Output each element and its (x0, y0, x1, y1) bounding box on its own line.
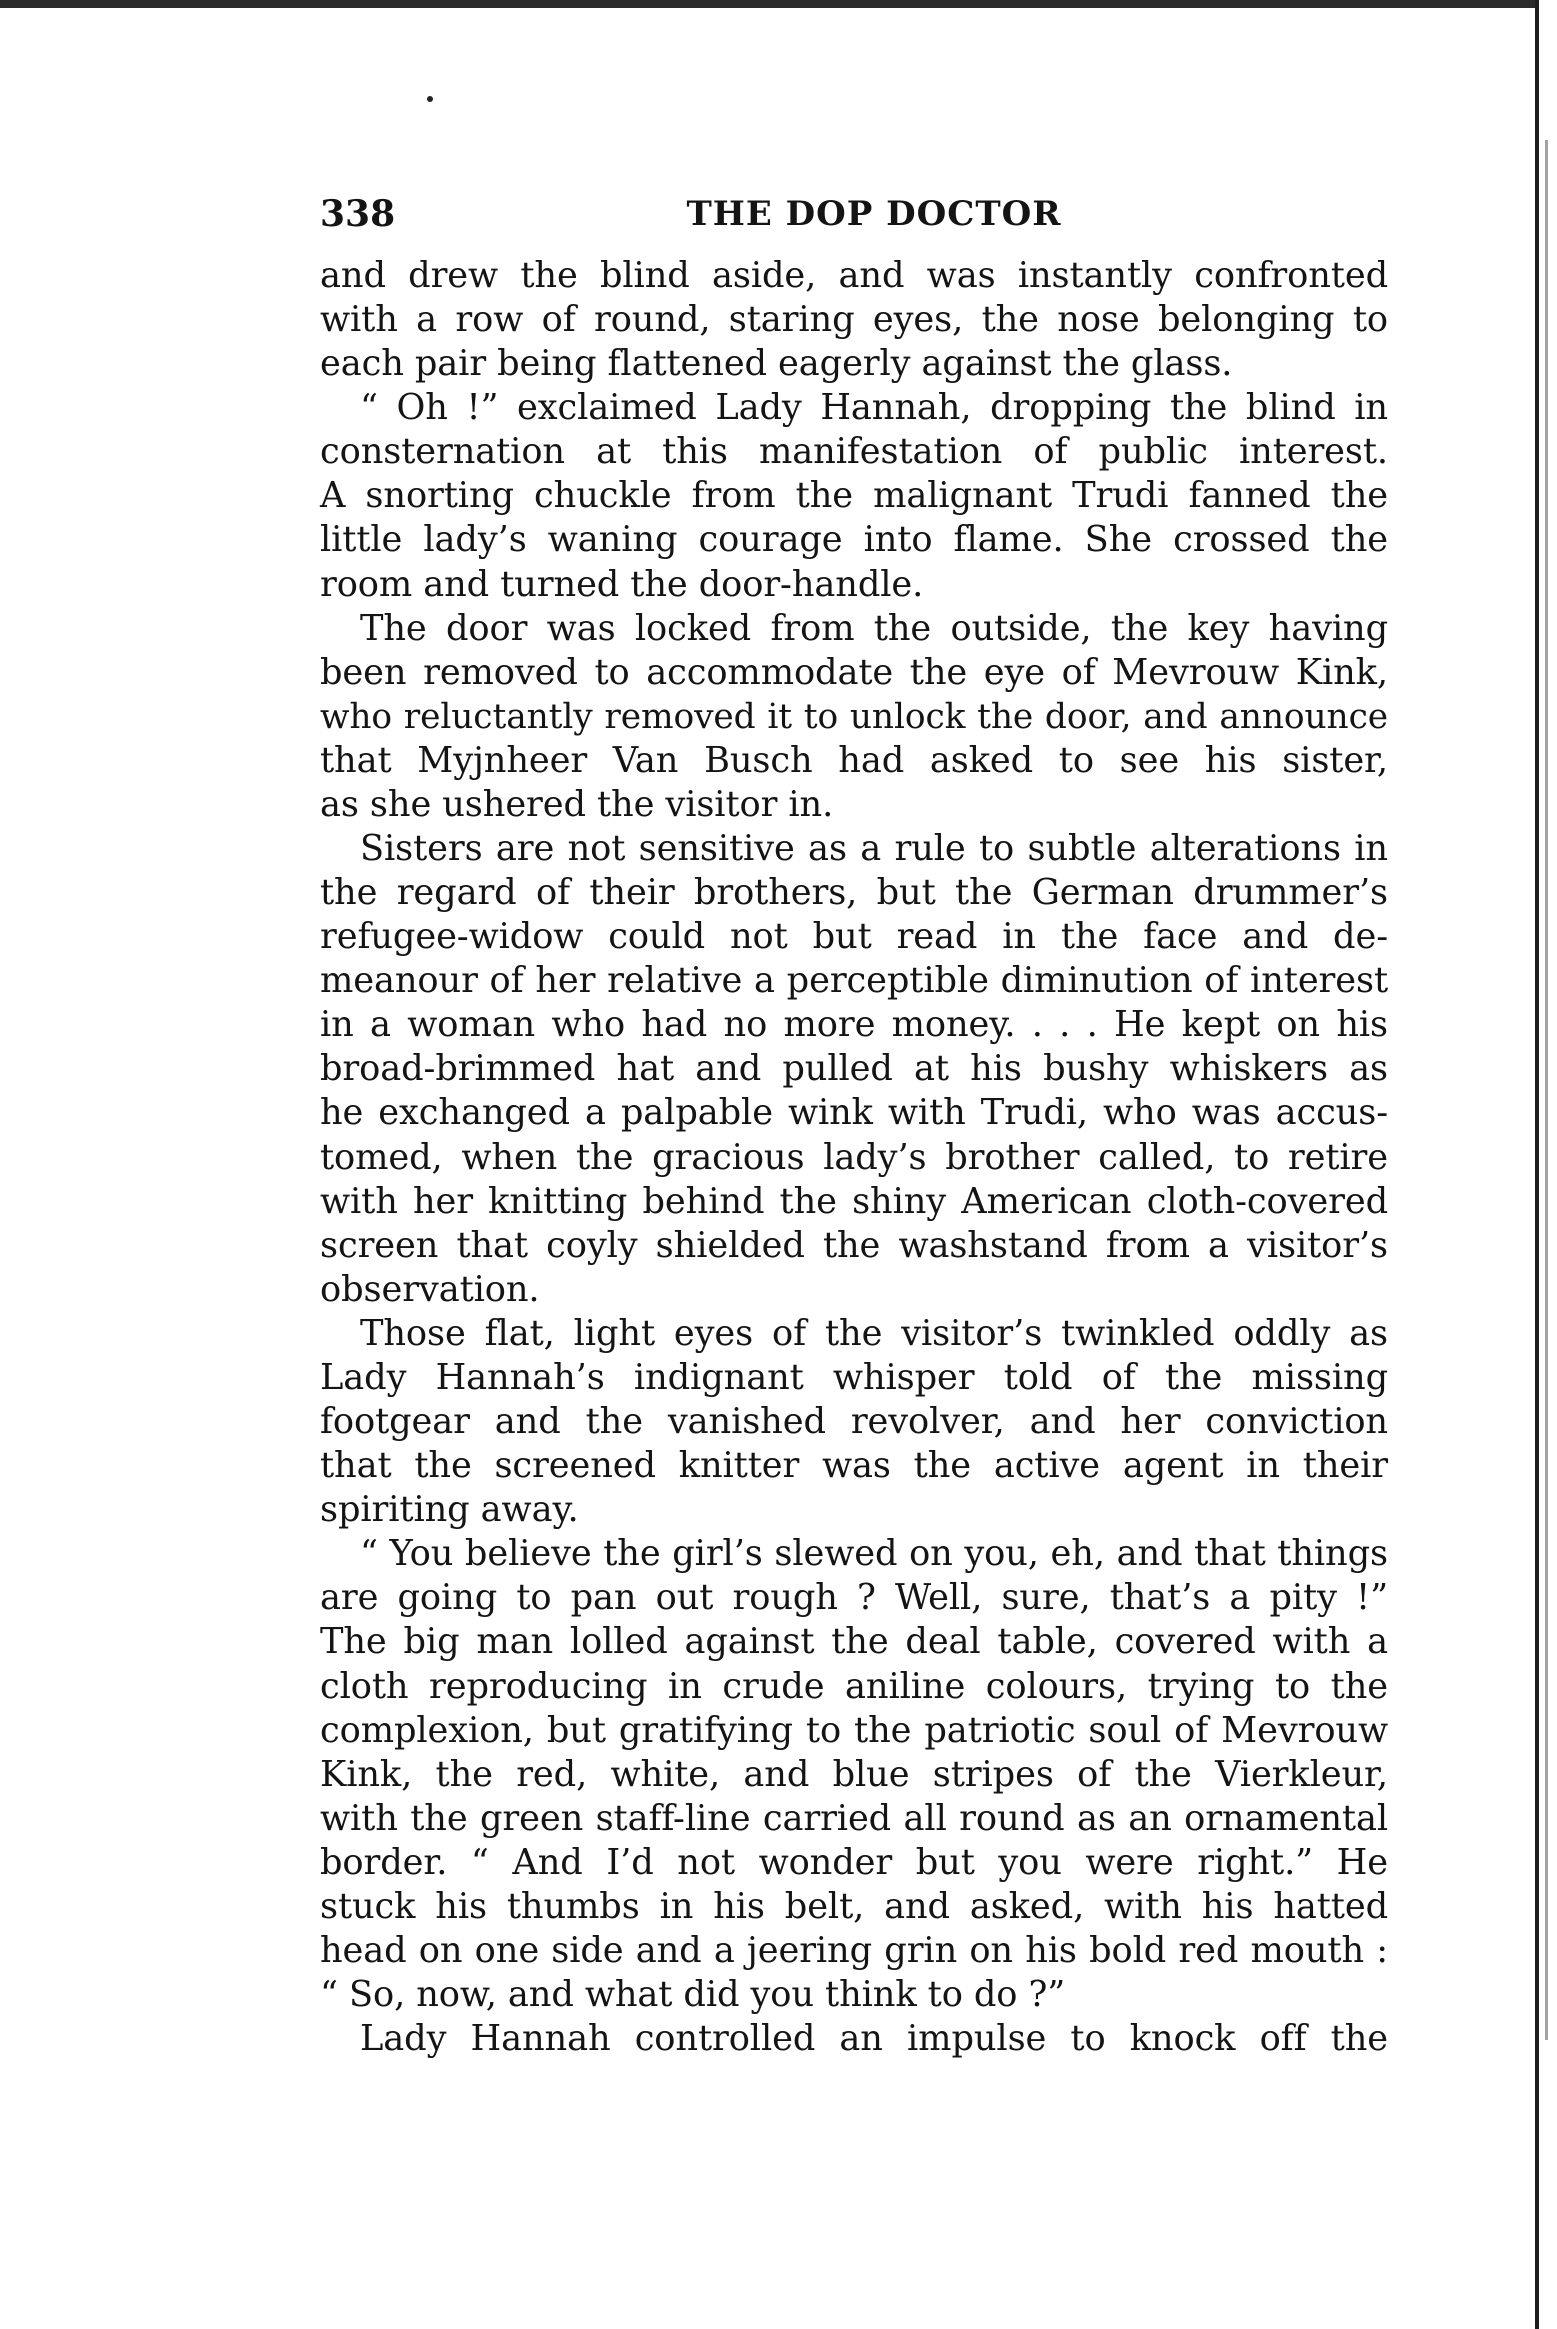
text-line: The big man lolled against the deal table, covered with a (320, 1621, 1388, 1663)
text-line: room and turned the door-handle. (320, 563, 924, 605)
text-line: cloth reproducing in crude aniline colours, trying to the (320, 1665, 1388, 1707)
text-line: each pair being flattened eagerly against the glass. (320, 343, 1233, 385)
text-line: spiriting away. (320, 1489, 579, 1531)
text-line: who reluctantly removed it to unlock the door, and announce (320, 696, 1388, 737)
text-line: meanour of her relative a perceptible diminution of interest (320, 960, 1388, 1002)
text-line: head on one side and a jeering grin on his bold red mouth : (320, 1929, 1388, 1971)
page-header (320, 188, 1388, 240)
text-line: are going to pan out rough ? Well, sure, that’s a pity !” (320, 1577, 1388, 1619)
text-line: in a woman who had no more money. . . . He kept on his (320, 1004, 1388, 1046)
ink-speck (427, 96, 433, 102)
text-line: little lady’s waning courage into flame. She crossed the (320, 519, 1388, 561)
text-line: that Myjnheer Van Busch had asked to see his sister, (320, 739, 1388, 781)
text-line: stuck his thumbs in his belt, and asked, with his hatted (320, 1885, 1388, 1927)
text-line: Lady Hannah’s indignant whisper told of the missing (320, 1356, 1388, 1398)
page-edge-right (1535, 0, 1557, 2329)
text-line: consternation at this manifestation of public interest. (320, 431, 1388, 473)
text-line: broad-brimmed hat and pulled at his bushy whiskers as (320, 1048, 1388, 1090)
text-line: “ So, now, and what did you think to do ?” (320, 1974, 1066, 2016)
text-line: “ You believe the girl’s slewed on you, eh, and that things (360, 1533, 1388, 1575)
text-line: that the screened knitter was the active agent in their (320, 1445, 1388, 1487)
text-line: observation. (320, 1268, 540, 1310)
body-text (320, 254, 1388, 2061)
text-line: Those flat, light eyes of the visitor’s twinkled oddly as (360, 1312, 1388, 1354)
text-line: The door was locked from the outside, the key having (360, 607, 1388, 649)
text-line: screen that coyly shielded the washstand from a visitor’s (320, 1224, 1388, 1266)
running-head: THE DOP DOCTOR (686, 194, 1062, 234)
text-line: A snorting chuckle from the malignant Trudi fanned the (320, 475, 1388, 517)
text-line: refugee-widow could not but read in the face and de- (320, 916, 1388, 958)
text-line: Kink, the red, white, and blue stripes of the Vierkleur, (320, 1753, 1388, 1795)
page-edge-top (0, 0, 1557, 8)
text-line: with the green staff-line carried all round as an ornamental (320, 1797, 1388, 1839)
text-line: been removed to accommodate the eye of Mevrouw Kink, (320, 651, 1388, 693)
text-line: footgear and the vanished revolver, and her conviction (320, 1401, 1388, 1443)
text-line: with a row of round, staring eyes, the nose belonging to (320, 299, 1388, 341)
page-number: 338 (320, 193, 396, 235)
text-line: Sisters are not sensitive as a rule to subtle alterations in (360, 828, 1388, 870)
text-line: tomed, when the gracious lady’s brother called, to retire (320, 1136, 1388, 1178)
text-line: as she ushered the visitor in. (320, 783, 834, 825)
text-line: the regard of their brothers, but the German drummer’s (320, 872, 1388, 914)
text-line: he exchanged a palpable wink with Trudi, who was accus- (320, 1092, 1388, 1134)
text-line: with her knitting behind the shiny American cloth-covered (320, 1180, 1388, 1222)
text-line: border. “ And I’d not wonder but you were right.” He (320, 1841, 1388, 1883)
text-line: and drew the blind aside, and was instantly confronted (320, 255, 1388, 296)
text-line: complexion, but gratifying to the patriotic soul of Mevrouw (320, 1709, 1388, 1751)
text-line: Lady Hannah controlled an impulse to knock off the (360, 2018, 1388, 2060)
text-line: “ Oh !” exclaimed Lady Hannah, dropping the blind in (360, 387, 1388, 429)
